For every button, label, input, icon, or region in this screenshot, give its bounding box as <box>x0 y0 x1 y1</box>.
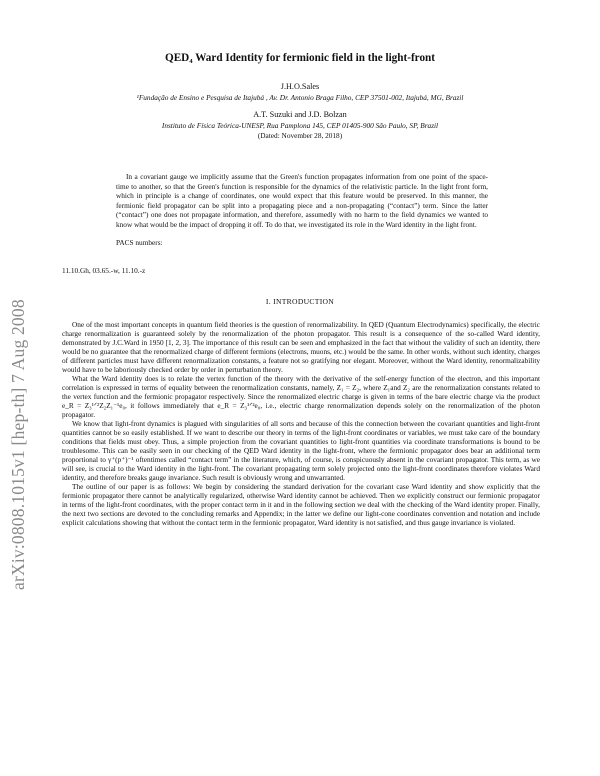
author-line-1: J.H.O.Sales <box>280 82 320 91</box>
intro-paragraph-1: One of the most important concepts in quantum field theories is the question of renormalizability. In QED (Quantum Electrodynamics) specifically, the electric charge renormalization is guaranteed solely by the renormalization of the photon propagator. This result is a consequence of the so-called Ward identity, demonstrated by J.C.Ward in 1950 [1, 2, 3]. The importance of this result can be seen and emphasized in the fact that without the validity of such an identity, there would be no guarantee that the renormalized charge of different fermions (electrons, muons, etc.) would be the same. In other words, without such identity, charges of different particles must have different renormalization constants, a feature not so gratifying nor elegant. Moreover, without the Ward identity, renormalizability would have to be laboriously checked order by order in perturbation theory. <box>62 320 540 374</box>
intro-paragraph-3: We know that light-front dynamics is plagued with singularities of all sorts and because of this the connection between the covariant quantities and light-front quantities cannot be so easily established. If we want to describe our theory in terms of the light-front coordinates or variables, we must take care of the boundary conditions that fields must obey. Thus, a simple projection from the covariant quantities to light-front quantities via coordinate transformations is bound to be troublesome. This can be easily seen in our checking of the QED Ward identity in the light-front, where the fermionic propagator does bear an additional term proportional to γ⁺(p⁺)⁻¹ oftentimes called “contact term” in the literature, which, of course, is conspicuously absent in the covariant propagator. This term, as we will see, is crucial to the Ward identity in the light-front. The covariant propagating term solely projected onto the light-front coordinates therefore violates Ward identity, and therefore breaks gauge invariance. Such result is obviously wrong and unwarranted. <box>62 419 540 482</box>
affiliation-line-1: ¹Fundação de Ensino e Pesquisa de Itajubá , Av. Dr. Antonio Braga Filho, CEP 37501-002, Itajubá, MG, Brazil <box>136 93 464 102</box>
paper-title: QED₄ Ward Identity for fermionic field in the light-front <box>165 52 435 64</box>
affiliation-line-2: Instituto de Física Teórica-UNESP, Rua Pamplona 145, CEP 01405-900 São Paulo, SP, Brazil <box>161 121 439 130</box>
abstract: In a covariant gauge we implicitly assume that the Green's function propagates information from one point of the space-time to another, so that the Green's function is responsible for the dynamics of the relativistic particle. In the light front form, which in principle is a change of coordinates, one would expect that this feature would be preserved. In this manner, the fermionic field propagator can be split into a propagating piece and a non-propagating (“contact”) term. Since the latter (“contact”) one does not propagate information, and therefore, assumedly with no harm to the field dynamics we wanted to know what would be the impact of dropping it off. To do that, we investigated its role in the Ward identity in the light front. <box>116 172 488 229</box>
pacs-label: PACS numbers: <box>116 238 163 247</box>
intro-paragraph-4: The outline of our paper is as follows: We begin by considering the standard derivation for the covariant case Ward identity and show explicitly that the fermionic propagator there cannot be analytically regularized, otherwise Ward identity cannot be achieved. Then we explicitly construct our fermionic propagator in terms of the light-front coordinates, with the proper contact term in it and in the following section we deal with the checking of the Ward identity proper. Finally, the next two sections are devoted to the concluding remarks and Appendix; in the latter we define our light-cone coordinates convention and notation and include explicit calculations showing that without the contact term in the fermionic propagator, Ward identity is not satisfied, and thus gauge invariance is violated. <box>62 482 540 527</box>
author-line-2: A.T. Suzuki and J.D. Bolzan <box>253 110 347 119</box>
arxiv-identifier: arXiv:0808.1015v1 [hep-th] 7 Aug 2008 <box>8 299 28 590</box>
dated-line: (Dated: November 28, 2018) <box>257 131 343 140</box>
intro-paragraph-2: What the Ward identity does is to relate the vertex function of the theory with the derivative of the self-energy function of the electron, and this important correlation is expressed in terms of equality between the renormalization constants, namely, Z₁ = Z₂, where Z₁and Z₂ are the renormalization constants related to the vertex function and the fermionic propagator respectively. Since the renormalized electric charge is given in terms of the bare electric charge via the product e_R = Z₃¹ᐟ²Z₂Z₁⁻¹e₀, it follows immediately that e_R = Z₃¹ᐟ²e₀, i.e., electric charge renormalization depends solely on the renormalization of the photon propagator. <box>62 374 540 419</box>
pacs-codes: 11.10.Gh, 03.65.-w, 11.10.-z <box>62 266 146 275</box>
introduction-body <box>62 320 540 527</box>
section-heading-introduction: I. INTRODUCTION <box>265 297 335 306</box>
